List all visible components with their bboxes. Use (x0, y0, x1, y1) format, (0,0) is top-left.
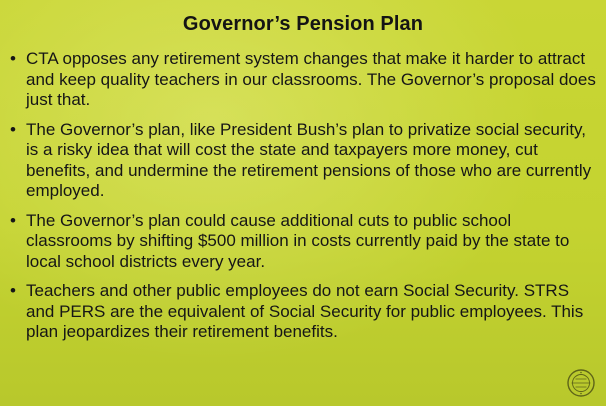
union-label-seal-icon (566, 368, 596, 398)
bullet-item: • The Governor’s plan, like President Bush’s plan to privatize social security, is a risky idea that will cost the state and taxpayers more money, cut benefits, and undermine the retirement pensions of those who are currently employed. (10, 120, 600, 202)
bullet-item: • Teachers and other public employees do not earn Social Security. STRS and PERS are the equivalent of Social Security for public employees. This plan jeopardizes their retirement benefits. (10, 281, 600, 343)
bullet-item: • CTA opposes any retirement system changes that make it harder to attract and keep quality teachers in our classrooms. The Governor’s proposal does just that. (10, 49, 600, 111)
page-title: Governor’s Pension Plan (182, 13, 424, 35)
bullet-list (10, 49, 600, 352)
bullet-item: • The Governor’s plan could cause additional cuts to public school classrooms by shifting $500 million in costs currently paid by the state to local school districts every year. (10, 211, 600, 273)
